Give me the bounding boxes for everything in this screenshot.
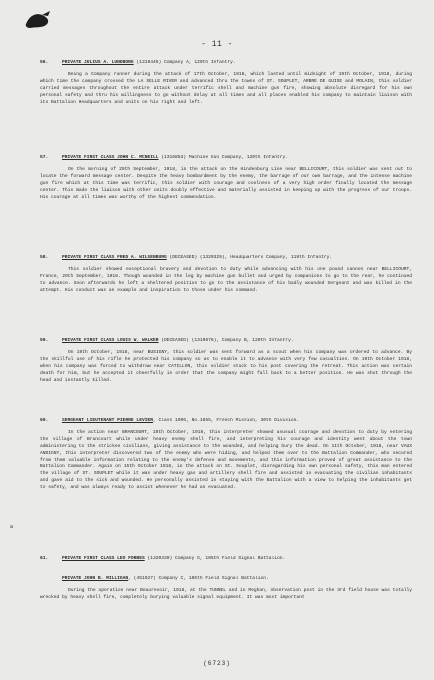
entry-name: SERGEANT LIEUTENANT PIERRE LEVIER [62,418,153,423]
entry-name: PRIVATE FIRST CLASS LEO FORBES [62,556,145,561]
entry-number: 59. [40,338,49,343]
citation-57 [40,155,412,201]
entry-number: 60. [40,418,49,423]
entry-unit: (1316853) Machine Gun Company, 120th Infantry. [158,155,289,160]
entry-number: 61. [40,556,49,561]
margin-mark: a [10,524,14,530]
entry-body: During the operation near Beaurevoir, 1918, at the TUNNEL and in Meghan, observation post in the 3rd field house was totally wrecked by heavy shell fire, completely burying valuable signal equipment. It was most important [40,587,412,600]
entry-number: 56. [40,60,49,65]
entry-unit: (DECEASED) (1319676), Company B, 120th Infantry. [158,338,294,343]
entry-body: Being a Company runner during the attack of 17th October, 1918, which lasted until midnight of 19th October, 1918, during which time the company crossed the LA SELLE RIVER and advanced thru the towns of ST. SOUPLET, ARBRE DE GUISE and MOLAIN, this soldier carried messages throughout the entire attack under terrific shell and machine gun fire, showing absolute disregard for his own personal safety and thru his willingness to go without delay at all times and all places enabled his company to maintain liaison with its Battalion Headquarters and units on his right and left. [40,71,412,105]
entry-name: PRIVATE FIRST CLASS FRED A. WILSENBURG [62,255,167,260]
entry-number: 58. [40,255,49,260]
entry-unit: (1319445) Company A, 120th Infantry. [133,60,236,65]
entry-body: On 19th October, 1918, near BUSIGNY, this soldier was sent forward as a scout when his company was ordered to advance. By the skillful use of his rifle he protected his company so as to enable it to advance with very few casualties. On 19th October 1918, when his company was forced to withdraw near CATILLON, this soldier stuck to his post covering the retreat. This action was certain death for him, but he accepted it cheerfully in order that the company might fall back to a better position. He was shot through the head and instantly killed. [40,349,412,383]
entry-unit: , (451927) Company C, 105th Field Signal Battalion. [128,576,269,581]
entry-unit: , Class 1906, No.1655, French Mission, 30th Division. [152,418,300,423]
citation-61-second [40,576,412,602]
citation-58 [40,255,412,295]
entry-unit: (DECEASED) (1320329), Headquarters Company, 119th Infantry. [166,255,333,260]
page-number: - 11 - [201,40,233,49]
citation-56 [40,60,412,106]
citation-59 [40,338,412,384]
citation-61 [40,556,412,563]
entry-body: This soldier showed exceptional bravery and devotion to duty while advancing with his one pound cannon near BELLICOURT, France, 29th September, 1918. Though wounded in the leg by machine gun bullet and urged by companions to go to the rear, he continued to advance. Soon afterwards he left a sheltered position to go to the assistance of his badly wounded Sergeant and was killed in the attempt. His conduct was an example and inspiration to those under his command. [40,266,412,293]
entry-name: PRIVATE FIRST CLASS LOUIS W. WALKER [62,338,159,343]
ink-blot-mark [24,10,52,30]
entry-body: In the action near BRANCOURT, 10th October, 1918, this interpreter showed unusual courage and devotion to duty by entering the village of Brancourt while under heavy enemy shell fire, and interpreting his courage and identity went about the town administering to the stricken civilians, giving assistance to the wounded, and helping bury the dead. On 11th October, 1918, near VAUX ANDIGNY, this interpreter discovered two of the enemy who were hiding, and helped them over to the Battalion Commander, who secured from them valuable information relating to the enemy's defense and movements, and this information proved of great assistance to the Battalion Commander. Again on 15th October 1918, in the attack on St. Souplet, disregarding his own personal safety, this man entered the village of ST. SOUPLET while it was under heavy gas and artillery shell fire and assisted in evacuating the civilian inhabitants and gave aid to the sick and wounded. He personally assisted in staying with the Battalion with a view to helping the inhabitants get to safety, and was always ready to assist whenever he had an evacuated. [40,429,412,491]
entry-body: On the morning of 29th September, 1918, in the attack on the Hindenburg Line near BELLICOURT, this soldier was sent out to locate the forward message center. Despite the heavy bombardment by the enemy, the barrage of our own barrage, and the intense machine gun fire which at this time was terrific, this soldier with courage and coolness of a very high order finally located the message center. This made the liaison with other units doubly effective and materially assisted in keeping up with the progress of our troops. His courage at all times was worthy of the highest commendation. [40,166,412,200]
entry-unit: (1320330) Company G, 105th Field Signal Battalion. [144,556,286,561]
margin-marks [10,524,13,531]
page-footer: (6723) [203,660,231,667]
entry-name: PRIVATE JOHN B. MILLIGAN [62,576,129,581]
citation-60 [40,418,412,492]
entry-name: PRIVATE FIRST CLASS JOHN C. MCNEILL [62,155,159,160]
entry-name: PRIVATE JULIUS A. LUNDBORG [62,60,134,65]
entry-number: 57. [40,155,49,160]
